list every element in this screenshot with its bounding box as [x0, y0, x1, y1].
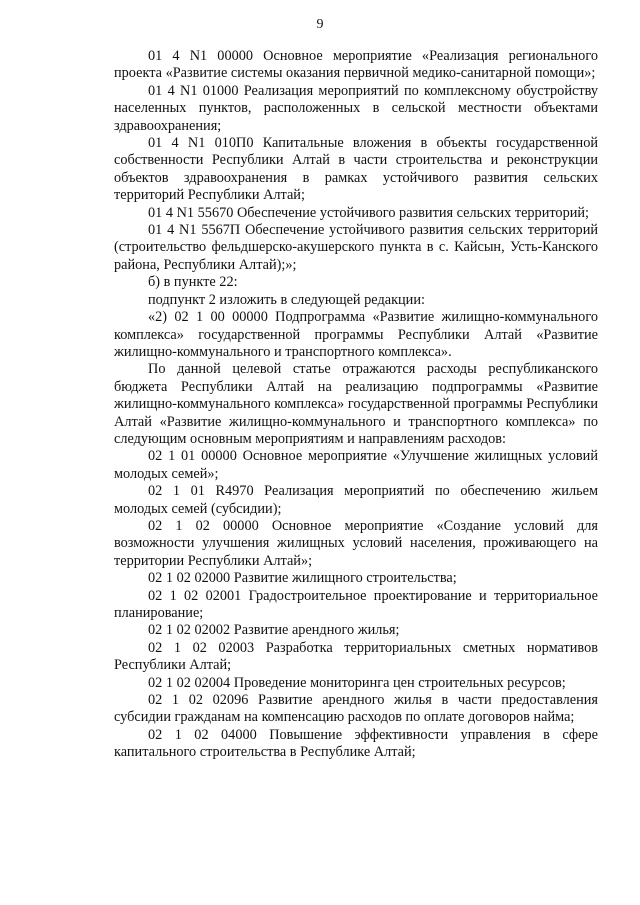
- paragraph: б) в пункте 22:: [148, 274, 238, 291]
- paragraph: 01 4 N1 00000 Основное мероприятие «Реализация регионального проекта «Развитие системы оказания первичной медико-санитарной помощи»;: [114, 48, 598, 82]
- paragraph: 02 1 02 02000 Развитие жилищного строительства;: [148, 570, 457, 587]
- paragraph: 02 1 02 02003 Разработка территориальных сметных нормативов Республики Алтай;: [114, 639, 598, 674]
- paragraph: 02 1 02 02096 Развитие арендного жилья в части предоставления субсидии гражданам на компенсацию расходов по оплате договоров найма;: [114, 692, 598, 726]
- page-number: 9: [316, 17, 324, 32]
- paragraph: 02 1 02 02001 Градостроительное проектирование и территориальное планирование;: [114, 587, 598, 621]
- paragraph: 01 4 N1 010П0 Капитальные вложения в объекты государственной собственности Республики Алтай в части строительства и реконструкции объектов здравоохранения в рамках устойчивого развития сельских территорий Республики Алтай;: [114, 135, 598, 204]
- paragraph: 02 1 01 R4970 Реализация мероприятий по обеспечению жильем молодых семей (субсидии);: [114, 483, 598, 517]
- paragraph: По данной целевой статье отражаются расходы республиканского бюджета Республики Алтай на реализацию подпрограммы «Развитие жилищно-коммунального комплекса» государственной программы Республики Алтай «Развитие жилищно-коммунального и транспортного комплекса» по следующим основным мероприятиям и направлениям расходов:: [114, 361, 598, 447]
- paragraph: 02 1 01 00000 Основное мероприятие «Улучшение жилищных условий молодых семей»;: [114, 448, 598, 482]
- paragraph: 02 1 02 02004 Проведение мониторинга цен строительных ресурсов;: [148, 674, 566, 691]
- paragraph: 01 4 N1 55670 Обеспечение устойчивого развития сельских территорий;: [148, 204, 589, 221]
- paragraph: 02 1 02 00000 Основное мероприятие «Создание условий для возможности улучшения жилищных условий населения, проживающего на территории Республики Алтай»;: [114, 517, 598, 569]
- paragraph: 02 1 02 04000 Повышение эффективности управления в сфере капитального строительства в Республике Алтай;: [114, 726, 598, 761]
- paragraph: 01 4 N1 5567П Обеспечение устойчивого развития сельских территорий (строительство фельдшерско-акушерского пункта в с. Кайсын, Усть-Канского района, Республики Алтай);»;: [114, 222, 598, 273]
- paragraph: «2) 02 1 00 00000 Подпрограмма «Развитие жилищно-коммунального комплекса» государственной программы Республики Алтай «Развитие жилищно-коммунального и транспортного комплекса».: [114, 309, 598, 360]
- paragraph: 02 1 02 02002 Развитие арендного жилья;: [148, 622, 400, 639]
- document-body: [114, 48, 598, 762]
- paragraph: 01 4 N1 01000 Реализация мероприятий по комплексному обустройству населенных пунктов, расположенных в сельской местности объектами здравоохранения;: [114, 82, 598, 134]
- paragraph: подпункт 2 изложить в следующей редакции:: [148, 291, 425, 308]
